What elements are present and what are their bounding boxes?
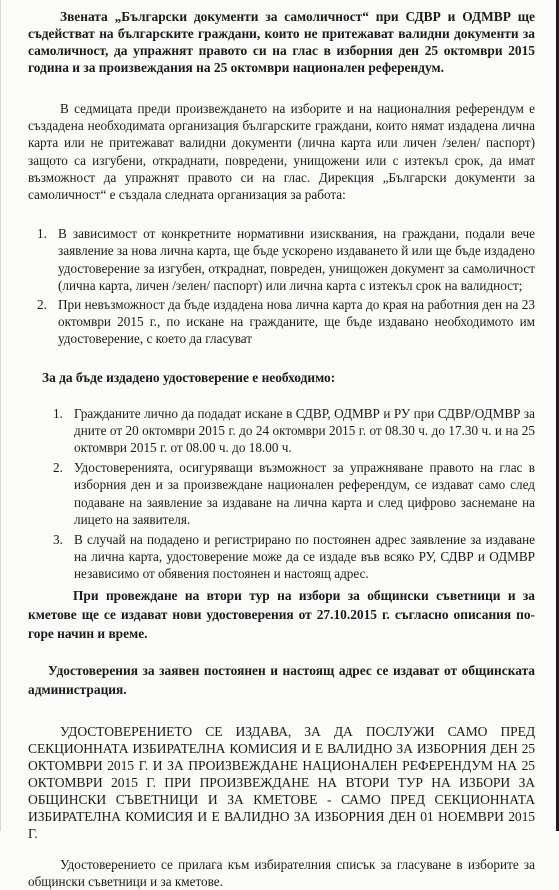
organization-paragraph: В седмицата преди произвеждането на изборите и на националния референдум е създадена необходимата организация българските граждани, които нямат издадена лична карта или не притежават валидни документи (лична карта или личен /зелен/ паспорт) защото са изгубени, откраднати, повредени, унищожени или с изтекъл срок, да имат възможност да упражнят правото си на глас. Дирекция „Български документи за самоличност“ е създала следната организация за работа:: [28, 101, 535, 203]
closing-paragraph: Удостоверението се прилага към избирателния списък за гласуване в изборите за общински съветници и за кметове.: [28, 856, 535, 889]
list-item-text: При невъзможност да бъде издадена нова лична карта до края на работния ден на 23 октомври 2015 г., по искане на гражданите, ще бъде издавано необходимото им удостоверение, с което да гласуват: [58, 297, 535, 347]
list-number: 1.: [53, 405, 63, 421]
validity-notice: УДОСТОВЕРЕНИЕТО СЕ ИЗДАВА, ЗА ДА ПОСЛУЖИ САМО ПРЕД СЕКЦИОННАТА ИЗБИРАТЕЛНА КОМИСИЯ И Е ВАЛИДНО ЗА ИЗБОРНИЯ ДЕН 25 ОКТОМВРИ 2015 Г. И ЗА ПРОИЗВЕЖДАНЕ НАЦИОНАЛЕН РЕФЕРЕНДУМ НА 25 ОКТОМВРИ 2015 Г. ПРИ ПРОИЗВЕЖДАНЕ НА ВТОРИ ТУР НА ИЗБОРИ ЗА ОБЩИНСКИ СЪВЕТНИЦИ И ЗА КМЕТОВЕ - САМО ПРЕД СЕКЦИОННАТА ИЗБИРАТЕЛНА КОМИСИЯ И Е ВАЛИДНО ЗА ИЗБОРНИЯ ДЕН 01 НОЕМВРИ 2015 Г.: [28, 723, 535, 841]
requirements-heading: За да бъде издадено удостоверение е необходимо:: [42, 369, 336, 385]
list-number: 3.: [53, 532, 63, 548]
list-item-text: В зависимост от конкретните нормативни изисквания, на граждани, подали вече заявление за нова лична карта, ще бъде ускорено издаването й или ще бъде издадено удостоверение за изгубен, откраднат, повреден, унищожен документ за самоличност (лична карта, личен /зелен/ паспорт) или лична карта с изтекъл срок на валидност;: [58, 226, 535, 293]
list-number: 2.: [37, 297, 47, 313]
procedure-list: [28, 225, 535, 347]
list-item: [53, 531, 535, 583]
list-item: [37, 296, 535, 348]
list-number: 2.: [53, 460, 63, 476]
requirements-list: [28, 405, 535, 583]
runoff-paragraph: При провеждане на втори тур на избори за общински съветници и за кметове ще се издават нови удостоверения от 27.10.2015 г. съгласно описания по-горе начин и време.: [28, 587, 535, 641]
list-item-text: Удостоверенията, осигуряващи възможност за упражняване правото на глас в изборния ден и за произвеждане национален референдум, се издават само след подаване на заявление за издаване на лична карта и след цифрово заснемане на лицето на заявителя.: [74, 460, 535, 527]
list-item-text: В случай на подадено и регистрирано по постоянен адрес заявление за издаване на лична карта, удостоверение може да се издаде във всяко РУ, СДВР и ОДМВР независимо от обявения постоянен и настоящ адрес.: [74, 532, 535, 582]
list-item-text: Гражданите лично да подадат искане в СДВР, ОДМВР и РУ при СДВР/ОДМВР за дните от 20 октомври 2015 г. до 24 октомври 2015 г. от 08.30 ч. до 17.30 ч. и на 25 октомври 2015 г. от 08.00 ч. до 18.00 ч.: [74, 405, 535, 456]
scan-left-edge: [0, 0, 1, 831]
address-certificates-paragraph: Удостоверения за заявен постоянен и настоящ адрес се издават от общинската администрация.: [28, 662, 535, 697]
list-number: 1.: [37, 226, 47, 242]
list-item: [37, 225, 535, 294]
list-item: [53, 459, 535, 528]
list-item: [53, 405, 535, 457]
intro-paragraph: Звената „Български документи за самоличност“ при СДВР и ОДМВР ще съдействат на българските граждани, които не притежават валидни документи за самоличност, да упражнят правото си на глас в изборния ден 25 октомври 2015 година и за произвеждания на 25 октомври национален референдум.: [28, 9, 535, 75]
